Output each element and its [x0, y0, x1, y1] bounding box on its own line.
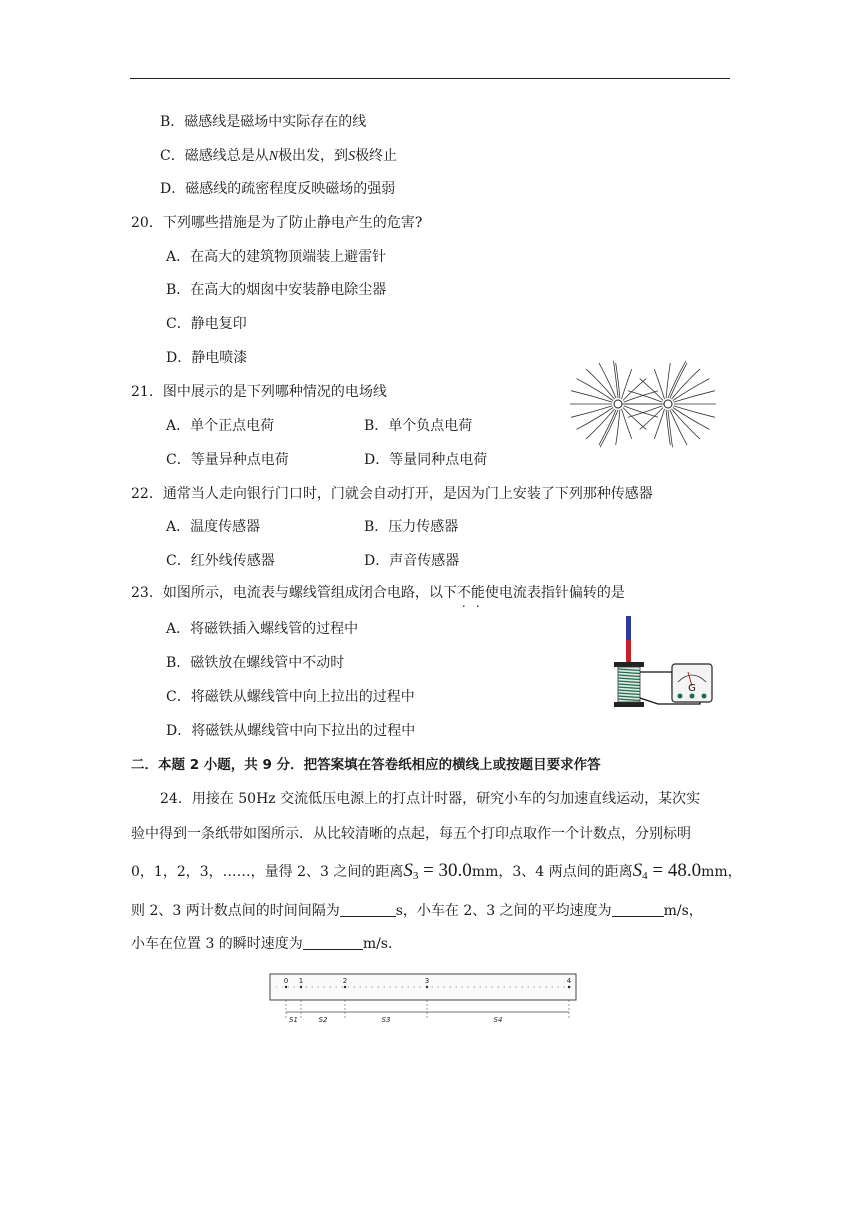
tape-segment-label: S4	[493, 1016, 503, 1024]
tape-print-dot	[318, 987, 319, 988]
tape-print-dot	[390, 987, 391, 988]
field-line	[622, 409, 632, 439]
field-line	[624, 391, 658, 402]
tape-print-dot	[312, 987, 313, 988]
tape-print-dot	[306, 987, 307, 988]
magnet-north-half	[626, 616, 631, 640]
field-line	[614, 361, 619, 398]
tape-print-dot	[420, 987, 421, 988]
q19-option-c: C．磁感线总是从N极出发，到S极终止	[160, 148, 398, 164]
field-line	[623, 408, 646, 430]
tape-print-dot	[534, 987, 535, 988]
q20-option-c: C．静电复印	[166, 316, 247, 332]
tape-print-dot	[438, 987, 439, 988]
q20-stem: 20．下列哪些措施是为了防止静电产生的危害?	[131, 215, 423, 231]
tape-count-point	[568, 986, 570, 988]
tape-print-dot	[528, 987, 529, 988]
header-rule	[130, 78, 730, 79]
q19-option-b: B．磁感线是磁场中实际存在的线	[160, 114, 367, 130]
s3-expression: $S_3 = 30.0$	[403, 860, 472, 882]
q21-option-d: D．等量同种点电荷	[364, 452, 488, 468]
tape-print-dot	[450, 987, 451, 988]
tape-segment-label: S1	[289, 1016, 298, 1024]
q20-option-a: A．在高大的建筑物顶端装上避雷针	[166, 249, 387, 265]
field-line	[586, 369, 614, 399]
q20-option-d: D．静电喷漆	[166, 350, 248, 366]
tape-print-dot	[432, 987, 433, 988]
q23-option-b: B．磁铁放在螺线管中不动时	[166, 655, 345, 671]
magnet-south-half	[626, 640, 631, 664]
solenoid-galvanometer-figure	[600, 612, 720, 714]
q24-line-1: 24．用接在 50Hz 交流低压电源上的打点计时器，研究小车的匀加速直线运动，某次实	[160, 791, 701, 807]
field-line	[628, 406, 662, 417]
field-line	[622, 369, 632, 399]
field-line	[674, 406, 715, 417]
tape-print-dot	[504, 987, 505, 988]
answer-blank-average-velocity[interactable]	[612, 902, 664, 917]
tape-print-dot	[360, 987, 361, 988]
paper-tape	[270, 974, 576, 1000]
field-line	[586, 409, 614, 439]
field-line	[654, 409, 664, 439]
tape-print-dot	[552, 987, 553, 988]
field-line	[571, 391, 612, 402]
tape-print-dot	[444, 987, 445, 988]
tape-segment-label: S2	[318, 1016, 328, 1024]
q24-line-5: 小车在位置 3 的瞬时速度为 m/s．	[131, 936, 402, 952]
field-line	[640, 379, 663, 401]
q22-stem: 22．通常当人走向银行门口时，门就会自动打开，是因为门上安装了下列那种传感器	[131, 486, 653, 502]
field-line	[672, 369, 700, 399]
paper-tape-figure	[266, 968, 580, 1028]
q23-stem: 23．如图所示，电流表与螺线管组成闭合电路，以下不能使电流表指针偏转的是	[131, 585, 625, 601]
field-line	[654, 369, 664, 399]
tape-print-dot	[330, 987, 331, 988]
tape-print-dot	[342, 987, 343, 988]
tape-print-dot	[468, 987, 469, 988]
q22-option-b: B．压力传感器	[364, 519, 459, 535]
tape-segment-label: S3	[381, 1016, 391, 1024]
tape-print-dot	[378, 987, 379, 988]
tape-print-dot	[348, 987, 349, 988]
tape-print-dot	[480, 987, 481, 988]
q22-option-d: D．声音传感器	[364, 553, 460, 569]
q23-option-d: D．将磁铁从螺线管中向下拉出的过程中	[166, 723, 416, 739]
field-line	[624, 406, 658, 417]
field-line	[668, 410, 673, 447]
q22-option-a: A．温度传感器	[166, 519, 261, 535]
wire-top	[640, 672, 672, 690]
tape-print-dot	[540, 987, 541, 988]
q24-line-2: 验中得到一条纸带如图所示．从比较清晰的点起，每五个打印点取作一个计数点，分别标明	[131, 826, 691, 842]
solenoid	[614, 662, 644, 707]
tape-print-dot	[564, 987, 565, 988]
tape-print-dot	[408, 987, 409, 988]
tape-print-dot	[498, 987, 499, 988]
tape-print-dot	[414, 987, 415, 988]
tape-print-dot	[300, 987, 301, 988]
tape-print-dot	[456, 987, 457, 988]
tape-print-dot	[366, 987, 367, 988]
field-line	[623, 379, 646, 401]
tape-count-point	[344, 986, 346, 988]
tape-print-dot	[354, 987, 355, 988]
answer-blank-instant-velocity[interactable]	[303, 935, 363, 950]
q21-option-a: A．单个正点电荷	[166, 418, 275, 434]
section-2-heading: 二．本题 2 小题，共 9 分．把答案填在答卷纸相应的横线上或按题目要求作答	[131, 757, 601, 773]
tape-print-dot	[516, 987, 517, 988]
tape-print-dot	[426, 987, 427, 988]
tape-print-dot	[384, 987, 385, 988]
field-line	[571, 406, 612, 417]
tape-point-label: 0	[283, 977, 289, 985]
s4-expression: $S_4 = 48.0$	[632, 860, 702, 882]
q21-option-b: B．单个负点电荷	[364, 418, 473, 434]
electric-field-lines-figure	[553, 360, 733, 452]
tape-print-dot	[402, 987, 403, 988]
tape-print-dot	[288, 987, 289, 988]
q21-stem: 21．图中展示的是下列哪种情况的电场线	[131, 384, 387, 400]
tape-print-dot	[336, 987, 337, 988]
tape-print-dot	[522, 987, 523, 988]
tape-print-dot	[486, 987, 487, 988]
tape-print-dot	[294, 987, 295, 988]
tape-print-dot	[372, 987, 373, 988]
tape-print-dot	[324, 987, 325, 988]
q20-option-b: B．在高大的烟囱中安装静电除尘器	[166, 282, 387, 298]
tape-count-point	[285, 986, 287, 988]
tape-point-label: 3	[424, 977, 430, 985]
answer-blank-time-interval[interactable]	[340, 902, 396, 917]
tape-print-dot	[462, 987, 463, 988]
q22-option-c: C．红外线传感器	[166, 553, 275, 569]
tape-print-dot	[396, 987, 397, 988]
q24-line-3: 0，1，2，3，……，量得 2、3 之间的距离$S_3 = 30.0mm$，3、4 两点间的距离$S_4 = 48.0mm$，	[131, 860, 742, 882]
tape-print-dot	[510, 987, 511, 988]
tape-print-dot	[558, 987, 559, 988]
q23-option-c: C．将磁铁从螺线管中向上拉出的过程中	[166, 689, 415, 705]
field-line	[628, 391, 662, 402]
q21-option-c: C．等量异种点电荷	[166, 452, 289, 468]
tape-point-label: 1	[298, 977, 304, 985]
q19-option-d: D．磁感线的疏密程度反映磁场的强弱	[160, 181, 396, 197]
tape-point-label: 4	[566, 977, 572, 985]
field-line	[640, 408, 663, 430]
tape-point-label: 2	[342, 977, 348, 985]
tape-print-dot	[546, 987, 547, 988]
galvanometer	[672, 664, 712, 702]
tape-print-dot	[492, 987, 493, 988]
q23-option-a: A．将磁铁插入螺线管的过程中	[166, 621, 359, 637]
field-line	[672, 409, 700, 439]
galvanometer-label: G	[688, 683, 696, 694]
q24-line-4: 则 2、3 两计数点间的时间间隔为 s，小车在 2、3 之间的平均速度为 m/s，	[131, 903, 703, 919]
tape-print-dot	[474, 987, 475, 988]
field-line	[674, 391, 715, 402]
